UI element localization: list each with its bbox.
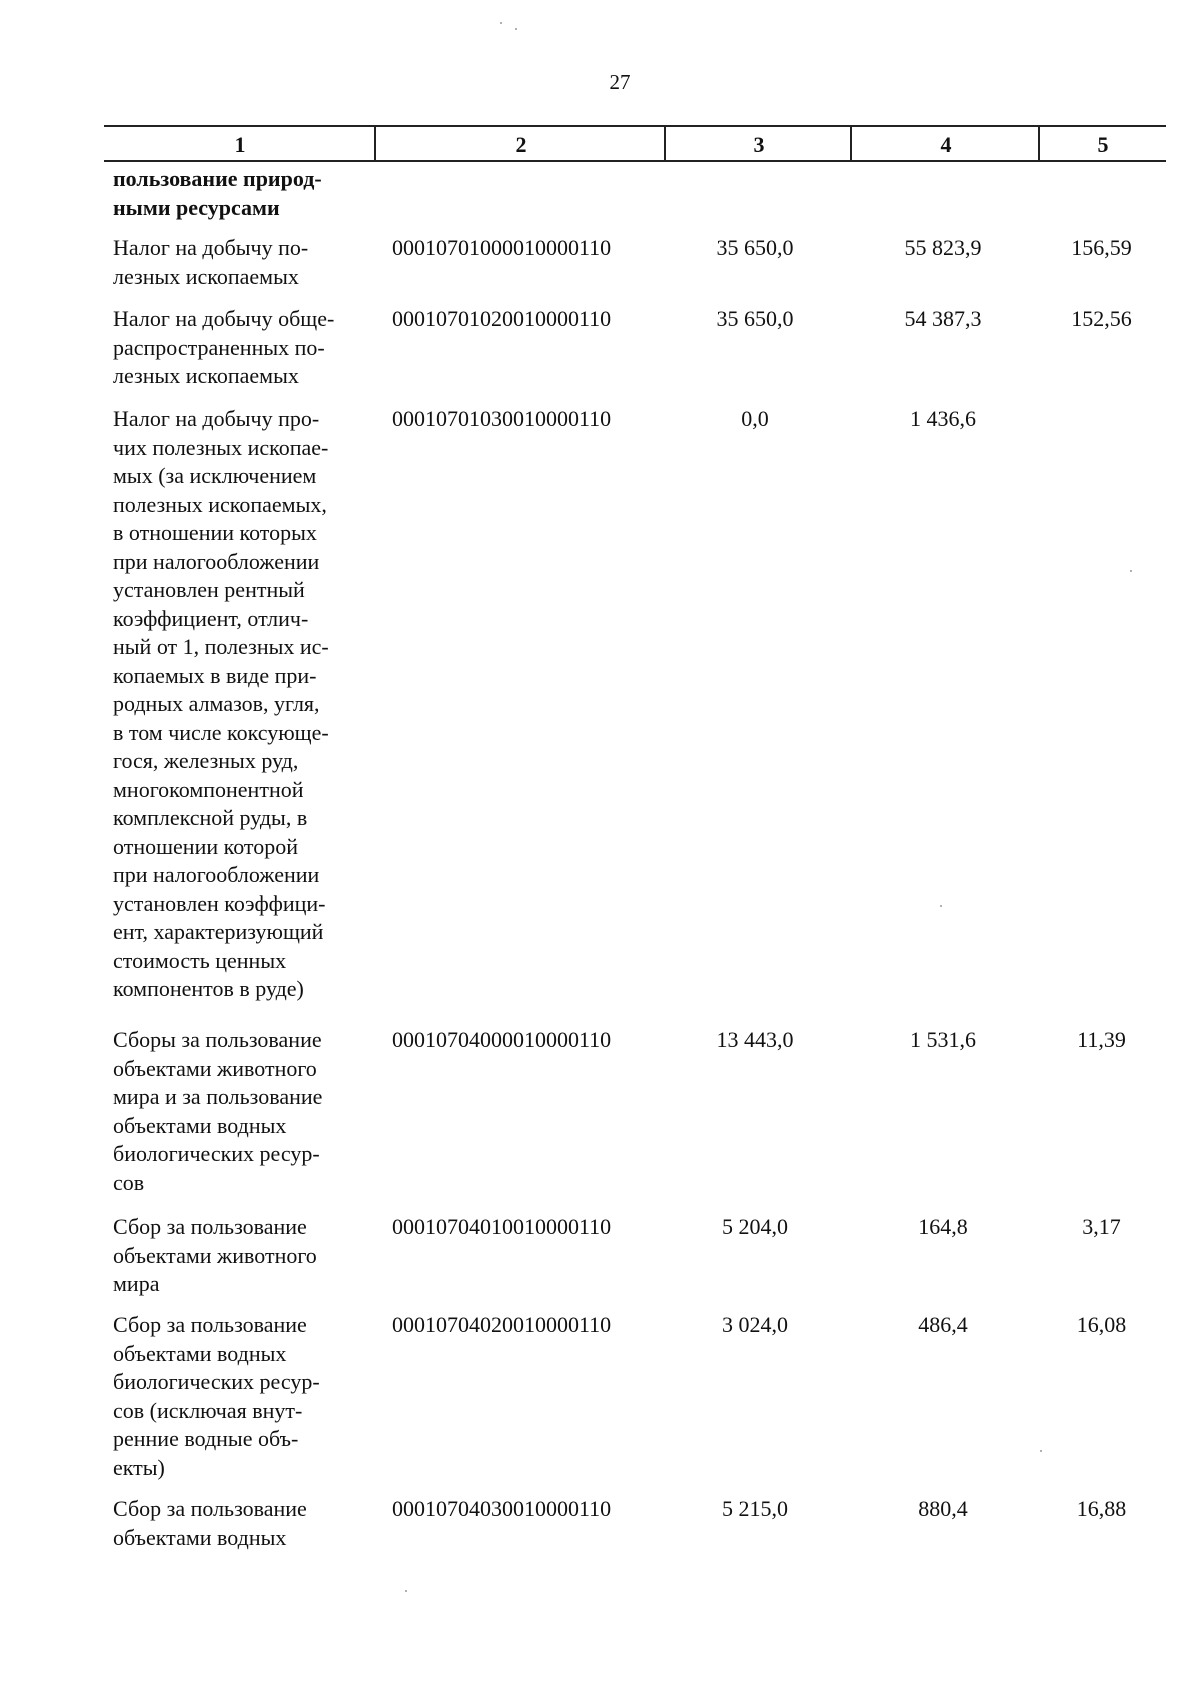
row-code: 00010701000010000110 xyxy=(392,235,612,260)
name-line: при налогообложении xyxy=(113,862,320,887)
row-name xyxy=(113,1026,365,1197)
name-line: Сбор за пользование xyxy=(113,1214,307,1239)
name-line: многокомпонентной xyxy=(113,776,304,802)
table-header xyxy=(104,125,1166,162)
row-actual: 55 823,9 xyxy=(904,235,982,260)
name-line: объектами животного xyxy=(113,1055,317,1081)
name-line: родных алмазов, угля, xyxy=(113,691,320,716)
header-col-1: 1 xyxy=(234,132,246,157)
row-percent: 16,88 xyxy=(1076,1496,1127,1521)
row-code: 00010704010010000110 xyxy=(392,1214,612,1239)
name-line: в том числе коксующе- xyxy=(113,719,329,745)
row-actual: 164,8 xyxy=(918,1214,968,1239)
row-code: 00010704020010000110 xyxy=(392,1312,612,1337)
section-heading xyxy=(113,165,365,222)
scan-speck xyxy=(1040,1450,1042,1452)
name-line: лезных ископаемых xyxy=(113,363,299,388)
row-name xyxy=(113,1311,365,1482)
name-line: гося, железных руд, xyxy=(113,748,299,773)
name-line: объектами водных xyxy=(113,1524,287,1550)
heading-line: ными ресурсами xyxy=(113,194,280,220)
name-line: объектами животного xyxy=(113,1242,317,1268)
name-line: коэффициент, отлич- xyxy=(113,605,309,631)
header-col-3: 3 xyxy=(753,132,765,157)
name-line: Налог на добычу по- xyxy=(113,235,309,260)
name-line: Налог на добычу про- xyxy=(113,406,320,431)
row-code: 00010701020010000110 xyxy=(392,306,612,331)
name-line: копаемых в виде при- xyxy=(113,662,317,688)
name-line: установлен коэффици- xyxy=(113,890,326,916)
heading-line: пользование природ- xyxy=(113,166,322,191)
header-col-4: 4 xyxy=(940,132,952,157)
name-line: биологических ресур- xyxy=(113,1141,320,1166)
name-line: сов (исключая внут- xyxy=(113,1397,303,1423)
row-code: 00010704030010000110 xyxy=(392,1496,612,1521)
name-line: биологических ресур- xyxy=(113,1369,320,1394)
page-number: 27 xyxy=(609,70,631,94)
name-line: распространенных по- xyxy=(113,334,325,360)
name-line: екты) xyxy=(113,1454,165,1480)
row-actual: 1 531,6 xyxy=(910,1027,976,1052)
scan-speck xyxy=(1130,570,1132,572)
header-col-2: 2 xyxy=(515,132,527,157)
row-percent: 11,39 xyxy=(1077,1027,1126,1052)
scan-speck xyxy=(405,1590,407,1592)
name-line: Сборы за пользование xyxy=(113,1027,322,1052)
row-percent: 3,17 xyxy=(1082,1214,1121,1239)
name-line: при налогообложении xyxy=(113,548,320,574)
row-actual: 54 387,3 xyxy=(904,306,982,331)
name-line: объектами водных xyxy=(113,1340,287,1366)
row-name xyxy=(113,1495,365,1552)
name-line: мира xyxy=(113,1271,160,1296)
name-line: Сбор за пользование xyxy=(113,1312,307,1337)
row-actual: 1 436,6 xyxy=(910,406,976,431)
row-percent: 16,08 xyxy=(1076,1312,1127,1337)
name-line: сов xyxy=(113,1169,145,1195)
row-planned: 5 215,0 xyxy=(722,1496,788,1521)
row-name xyxy=(113,405,365,1004)
row-name xyxy=(113,1213,365,1299)
name-line: Налог на добычу обще- xyxy=(113,306,335,331)
name-line: объектами водных xyxy=(113,1112,287,1138)
row-planned: 0,0 xyxy=(741,406,769,431)
row-actual: 486,4 xyxy=(918,1312,968,1337)
name-line: мых (за исключением xyxy=(113,463,317,488)
header-col-5: 5 xyxy=(1097,132,1109,157)
row-actual: 880,4 xyxy=(918,1496,968,1521)
row-code: 00010704000010000110 xyxy=(392,1027,612,1052)
name-line: полезных ископаемых, xyxy=(113,491,327,517)
name-line: комплексной руды, в xyxy=(113,805,308,830)
name-line: лезных ископаемых xyxy=(113,263,299,289)
row-name xyxy=(113,234,365,291)
row-code: 00010701030010000110 xyxy=(392,406,612,431)
name-line: мира и за пользование xyxy=(113,1084,323,1109)
name-line: Сбор за пользование xyxy=(113,1496,307,1521)
name-line: в отношении которых xyxy=(113,520,317,545)
row-percent: 156,59 xyxy=(1071,235,1132,260)
row-planned: 35 650,0 xyxy=(716,306,794,331)
name-line: установлен рентный xyxy=(113,577,305,602)
row-planned: 3 024,0 xyxy=(722,1312,788,1337)
row-planned: 35 650,0 xyxy=(716,235,794,260)
row-planned: 5 204,0 xyxy=(722,1214,788,1239)
scan-speck xyxy=(500,22,502,24)
row-planned: 13 443,0 xyxy=(716,1027,794,1052)
scan-speck xyxy=(515,28,517,30)
row-percent: 152,56 xyxy=(1071,306,1132,331)
name-line: чих полезных ископае- xyxy=(113,434,329,460)
name-line: отношении которой xyxy=(113,833,299,859)
name-line: ный от 1, полезных ис- xyxy=(113,634,329,659)
name-line: стоимость ценных xyxy=(113,947,287,973)
row-name xyxy=(113,305,365,391)
name-line: ент, характеризующий xyxy=(113,919,324,944)
name-line: ренние водные объ- xyxy=(113,1426,299,1451)
scan-speck xyxy=(940,905,942,907)
name-line: компонентов в руде) xyxy=(113,976,304,1001)
